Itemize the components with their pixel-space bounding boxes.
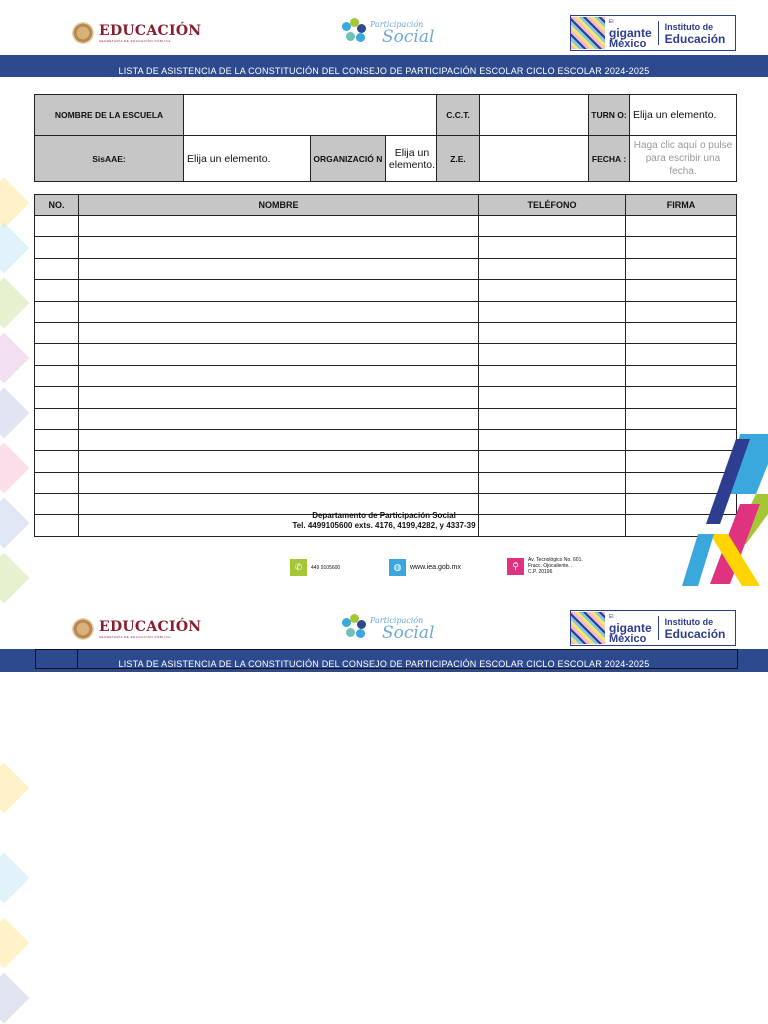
globe-icon: ◍	[389, 559, 406, 576]
table-row	[35, 451, 737, 472]
cell-no[interactable]	[35, 387, 79, 408]
col-header-firma: FIRMA	[626, 195, 737, 216]
website-text[interactable]: www.iea.gob.mx	[410, 564, 461, 571]
table-row	[35, 408, 737, 429]
table-row	[35, 387, 737, 408]
escuela-field[interactable]	[184, 95, 437, 136]
educacion-logo	[72, 22, 201, 44]
col-header-no: NO.	[35, 195, 79, 216]
table-row	[35, 301, 737, 322]
table-row	[35, 429, 737, 450]
cell-telefono[interactable]	[479, 301, 626, 322]
table-row	[35, 258, 737, 279]
cell-nombre[interactable]	[79, 322, 479, 343]
seal-icon	[72, 22, 94, 44]
participacion-logo-bottom: Social	[382, 27, 435, 47]
participacion-social-logo	[342, 18, 435, 47]
organizacion-dropdown[interactable]: Elija un elemento.	[388, 146, 436, 171]
instituto-bottom: Educación	[664, 627, 726, 641]
cell-firma[interactable]	[626, 322, 737, 343]
cell-telefono[interactable]	[479, 365, 626, 386]
cell-firma[interactable]	[626, 344, 737, 365]
ze-label: Z.E.	[437, 136, 480, 182]
cell-firma[interactable]	[626, 258, 737, 279]
logo-divider	[658, 21, 659, 45]
iea-logo-repeat	[570, 610, 736, 646]
cell-firma[interactable]	[626, 387, 737, 408]
educacion-logo-subtext: SECRETARÍA DE EDUCACIÓN PÚBLICA	[99, 38, 171, 43]
cell-nombre[interactable]	[79, 472, 479, 493]
cell-telefono[interactable]	[479, 429, 626, 450]
cell-telefono[interactable]	[479, 280, 626, 301]
col-header-nombre: NOMBRE	[79, 195, 479, 216]
participacion-logo-top: Participación	[370, 616, 424, 625]
gigante-mexico: México	[609, 632, 647, 645]
cell-firma[interactable]	[626, 408, 737, 429]
col-header-telefono: TELÉFONO	[479, 195, 626, 216]
cell-telefono[interactable]	[479, 344, 626, 365]
phone-contact	[290, 559, 340, 576]
cell-telefono[interactable]	[479, 237, 626, 258]
gigante-el: El	[609, 613, 614, 620]
iea-logo	[570, 15, 736, 51]
web-contact[interactable]	[389, 559, 461, 576]
organizacion-label: ORGANIZACIÓ N	[310, 136, 385, 181]
map-pin-icon: ⚲	[507, 558, 524, 575]
phone-contact-text: 449 9105600	[311, 564, 341, 571]
participacion-logo-bottom: Social	[382, 623, 435, 643]
cell-nombre[interactable]	[79, 258, 479, 279]
cell-firma[interactable]	[626, 301, 737, 322]
cell-no[interactable]	[35, 301, 79, 322]
turno-label: TURN O:	[589, 95, 630, 136]
educacion-logo-text: EDUCACIÓN	[99, 618, 202, 635]
address-line-2: Fracc. Ojocaliente. .	[528, 563, 573, 569]
cell-nombre[interactable]	[79, 408, 479, 429]
cell-no[interactable]	[35, 237, 79, 258]
cell-telefono[interactable]	[479, 258, 626, 279]
logo-divider	[658, 616, 659, 640]
educacion-logo-subtext: SECRETARÍA DE EDUCACIÓN PÚBLICA	[99, 634, 171, 639]
gigante-word: gigante	[609, 620, 652, 635]
cell-no[interactable]	[35, 322, 79, 343]
cell-no[interactable]	[35, 344, 79, 365]
page-header	[0, 0, 768, 78]
page-header-repeat	[0, 606, 768, 672]
table-row	[35, 472, 737, 493]
cell-nombre[interactable]	[79, 387, 479, 408]
pattern-icon	[571, 612, 605, 644]
table-row	[35, 344, 737, 365]
cell-nombre[interactable]	[79, 429, 479, 450]
cell-nombre[interactable]	[79, 216, 479, 237]
cell-nombre[interactable]	[79, 301, 479, 322]
footer-text	[0, 511, 768, 531]
sisaae-dropdown[interactable]: Elija un elemento.	[184, 136, 310, 181]
gigante-el: El	[609, 18, 614, 25]
cct-label: C.C.T.	[437, 95, 480, 136]
cell-no[interactable]	[35, 216, 79, 237]
table-row	[35, 365, 737, 386]
department-name: Departamento de Participación Social	[312, 511, 456, 520]
cell-firma[interactable]	[626, 216, 737, 237]
cell-no[interactable]	[35, 365, 79, 386]
address-line-1: Av. Tecnológico No. 601.	[528, 557, 583, 563]
fecha-datepicker[interactable]: Haga clic aquí o pulse para escribir una fecha.	[630, 136, 737, 182]
instituto-top: Instituto de	[664, 617, 714, 627]
decorative-x-icon	[680, 434, 768, 586]
cell-telefono[interactable]	[479, 322, 626, 343]
participacion-social-logo-repeat	[342, 614, 435, 643]
table-row	[35, 280, 737, 301]
fecha-label: FECHA :	[589, 136, 630, 182]
table-row	[35, 216, 737, 237]
department-phones: Tel. 4499105600 exts. 4176, 4199,4282, y 4337-39	[292, 521, 476, 530]
cct-field[interactable]	[480, 95, 589, 136]
hands-icon	[342, 18, 368, 44]
attendance-table	[34, 194, 737, 537]
cell-nombre[interactable]	[79, 365, 479, 386]
banner-title: LISTA DE ASISTENCIA DE LA CONSTITUCIÓN DEL CONSEJO DE PARTICIPACIÓN ESCOLAR CICLO ESCOLAR 2024-2025	[118, 66, 650, 76]
gigante-mexico: México	[609, 37, 647, 50]
ze-field[interactable]	[480, 136, 589, 182]
educacion-logo-repeat	[72, 618, 201, 640]
school-info-table	[34, 94, 737, 182]
hands-icon	[342, 614, 368, 640]
cell-telefono[interactable]	[479, 387, 626, 408]
educacion-logo-text: EDUCACIÓN	[99, 22, 202, 39]
cell-telefono[interactable]	[479, 216, 626, 237]
address-line-3: C.P. 20196	[528, 569, 553, 575]
attendance-rows	[35, 216, 737, 537]
cell-no[interactable]	[35, 408, 79, 429]
cell-nombre[interactable]	[79, 237, 479, 258]
cell-firma[interactable]	[626, 280, 737, 301]
cell-no[interactable]	[35, 280, 79, 301]
gigante-word: gigante	[609, 25, 652, 40]
cell-firma[interactable]	[626, 365, 737, 386]
banner-title-repeat: LISTA DE ASISTENCIA DE LA CONSTITUCIÓN DEL CONSEJO DE PARTICIPACIÓN ESCOLAR CICLO ESCOLAR 2024-2025	[118, 659, 650, 669]
cell-nombre[interactable]	[79, 451, 479, 472]
cell-no[interactable]	[35, 472, 79, 493]
cell-no[interactable]	[35, 258, 79, 279]
participacion-logo-top: Participación	[370, 20, 424, 29]
seal-icon	[72, 618, 94, 640]
cell-nombre[interactable]	[79, 280, 479, 301]
phone-icon: ✆	[290, 559, 307, 576]
turno-dropdown[interactable]: Elija un elemento.	[630, 95, 737, 136]
cell-no[interactable]	[35, 429, 79, 450]
pattern-icon	[571, 17, 605, 49]
table-row	[35, 237, 737, 258]
escuela-label: NOMBRE DE LA ESCUELA	[35, 95, 184, 136]
cell-telefono[interactable]	[479, 472, 626, 493]
address-contact	[507, 557, 583, 575]
table-row	[35, 322, 737, 343]
instituto-bottom: Educación	[664, 32, 726, 46]
cell-telefono[interactable]	[479, 451, 626, 472]
sisaae-label: SisAAE:	[35, 136, 184, 182]
cell-telefono[interactable]	[479, 408, 626, 429]
cell-nombre[interactable]	[79, 344, 479, 365]
cell-firma[interactable]	[626, 237, 737, 258]
cell-no[interactable]	[35, 451, 79, 472]
instituto-top: Instituto de	[664, 22, 714, 32]
